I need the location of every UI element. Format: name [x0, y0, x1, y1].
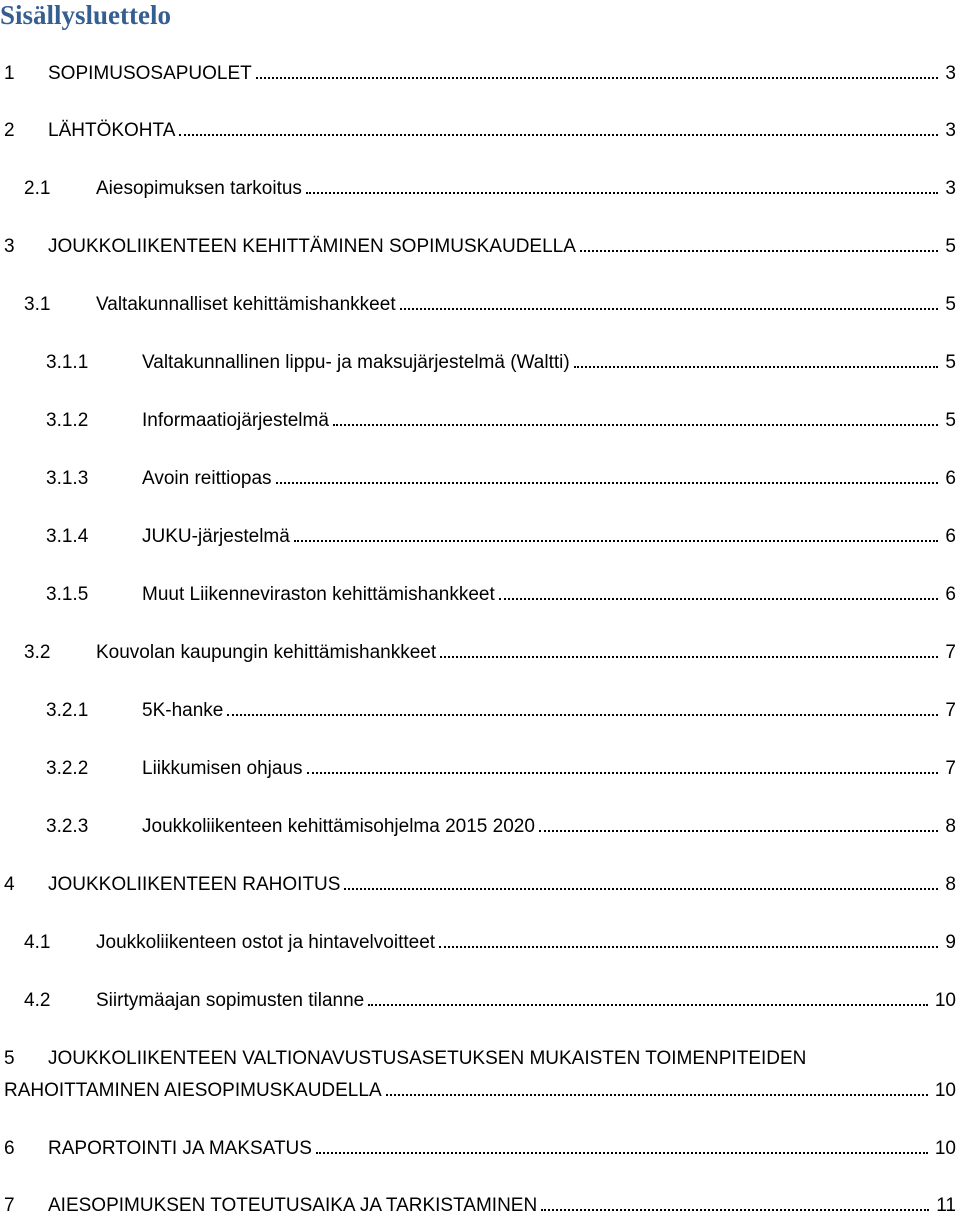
- toc-entry-number: 4.2: [24, 990, 51, 1011]
- toc-entry[interactable]: [0, 407, 960, 435]
- toc-entry-title: Muut Liikenneviraston kehittämishankkeet: [142, 584, 495, 605]
- toc-entry-title: Kouvolan kaupungin kehittämishankkeet: [96, 642, 437, 663]
- toc-entry-number: 4.1: [24, 932, 51, 953]
- toc-entry-number: 7: [4, 1195, 15, 1216]
- toc-entry-title: 5K-hanke: [142, 700, 224, 721]
- toc-entry[interactable]: [0, 639, 960, 667]
- toc-entry-page: 5: [942, 233, 956, 261]
- toc-entry-page: 9: [942, 929, 956, 957]
- toc-dot-leader: [344, 888, 938, 890]
- toc-entry[interactable]: [0, 233, 960, 261]
- toc-entry-page: 8: [942, 871, 956, 899]
- toc-entry-title: SOPIMUSOSAPUOLET: [48, 63, 252, 84]
- toc-entry[interactable]: [0, 697, 960, 725]
- toc-entry-title: JUKU-järjestelmä: [142, 526, 290, 547]
- toc-entry-number: 2: [4, 120, 15, 141]
- toc-entry-title: Informaatiojärjestelmä: [142, 410, 329, 431]
- toc-entry-number: 3.1.2: [46, 410, 89, 431]
- toc-entry-page: 10: [932, 987, 956, 1015]
- toc-entry[interactable]: [0, 871, 960, 899]
- toc-entry-page: 6: [942, 523, 956, 551]
- toc-dot-leader: [539, 830, 938, 832]
- toc-dot-leader: [333, 424, 938, 426]
- toc-entry-number: 3.2.1: [46, 700, 89, 721]
- toc-entry[interactable]: [0, 117, 960, 145]
- toc-dot-leader: [400, 308, 938, 310]
- toc-entry-title-continued: RAHOITTAMINEN AIESOPIMUSKAUDELLA: [4, 1080, 382, 1101]
- toc-entry-title: Avoin reittiopas: [142, 468, 272, 489]
- toc-entry-number: 3: [4, 236, 15, 257]
- toc-dot-leader: [440, 656, 938, 658]
- toc-dot-leader: [541, 1209, 929, 1211]
- toc-dot-leader: [306, 192, 938, 194]
- toc-entry-title: Liikkumisen ohjaus: [142, 758, 303, 779]
- toc-entry[interactable]: [0, 60, 960, 88]
- toc-entry-page: 5: [942, 407, 956, 435]
- toc-entry-page: 6: [942, 465, 956, 493]
- toc-entry[interactable]: [0, 755, 960, 783]
- toc-entry-page: 8: [942, 813, 956, 841]
- toc-entry[interactable]: [0, 349, 960, 377]
- toc-entry-title: Joukkoliikenteen kehittämisohjelma 2015 2020: [142, 816, 535, 837]
- toc-entry-page: 3: [942, 175, 956, 203]
- toc-entry-number: 3.1.3: [46, 468, 89, 489]
- toc-entry-title: Aiesopimuksen tarkoitus: [96, 178, 302, 199]
- toc-entry-number: 3.2.2: [46, 758, 89, 779]
- toc-entry[interactable]: [0, 987, 960, 1015]
- toc-entry-number: 4: [4, 874, 15, 895]
- toc-entry-page: 6: [942, 581, 956, 609]
- toc-entry-number: 2.1: [24, 178, 51, 199]
- toc-entry-page: 5: [942, 349, 956, 377]
- toc-dot-leader: [368, 1004, 928, 1006]
- toc-entry-page: 5: [942, 291, 956, 319]
- toc-dot-leader: [316, 1152, 928, 1154]
- toc-dot-leader: [179, 134, 938, 136]
- toc-entry-title: LÄHTÖKOHTA: [48, 120, 176, 141]
- toc-entry-title: Valtakunnalliset kehittämishankkeet: [96, 294, 396, 315]
- toc-dot-leader: [307, 772, 938, 774]
- toc-dot-leader: [580, 250, 938, 252]
- toc-entry-number: 3.1.4: [46, 526, 89, 547]
- toc-dot-leader: [276, 482, 938, 484]
- toc-entry-page: 10: [932, 1135, 956, 1163]
- toc-entry-number: 3.1.1: [46, 352, 89, 373]
- toc-entry[interactable]: [0, 523, 960, 551]
- toc-entry[interactable]: [0, 581, 960, 609]
- toc-entry-title: Siirtymäajan sopimusten tilanne: [96, 990, 365, 1011]
- toc-entry-page: 7: [942, 639, 956, 667]
- toc-entry-number: 3.1: [24, 294, 51, 315]
- toc-entry-page: 11: [933, 1192, 956, 1220]
- toc-dot-leader: [499, 598, 938, 600]
- toc-entry-title: AIESOPIMUKSEN TOTEUTUSAIKA JA TARKISTAMINEN: [48, 1195, 538, 1216]
- toc-entry[interactable]: [0, 1045, 960, 1105]
- toc-entry-number: 5: [4, 1048, 15, 1069]
- toc-dot-leader: [439, 946, 938, 948]
- toc-dot-leader: [574, 366, 938, 368]
- toc-entry[interactable]: [0, 813, 960, 841]
- toc-entry-title: Joukkoliikenteen ostot ja hintavelvoitteet: [96, 932, 436, 953]
- page-title: Sisällysluettelo: [0, 0, 172, 30]
- toc-entry-title: JOUKKOLIIKENTEEN RAHOITUS: [48, 874, 341, 895]
- toc-entry-number: 3.2.3: [46, 816, 89, 837]
- toc-entry-number: 3.1.5: [46, 584, 89, 605]
- toc-entry-page: 7: [942, 755, 956, 783]
- toc-dot-leader: [386, 1094, 928, 1096]
- toc-entry[interactable]: [0, 175, 960, 203]
- toc-entry-page: 10: [932, 1077, 956, 1105]
- toc-entry-title: JOUKKOLIIKENTEEN KEHITTÄMINEN SOPIMUSKAUDELLA: [48, 236, 576, 257]
- toc-dot-leader: [294, 540, 938, 542]
- toc-entry[interactable]: [0, 1135, 960, 1163]
- toc-dot-leader: [256, 77, 938, 79]
- toc-entry[interactable]: [0, 465, 960, 493]
- toc-entry-number: 6: [4, 1138, 15, 1159]
- toc-entry[interactable]: [0, 1192, 960, 1220]
- toc-entry-page: 7: [942, 697, 956, 725]
- toc-entry[interactable]: [0, 291, 960, 319]
- toc-entry-page: 3: [942, 117, 956, 145]
- toc-entry-number: 3.2: [24, 642, 51, 663]
- toc-entry-number: 1: [4, 63, 15, 84]
- toc-entry[interactable]: [0, 929, 960, 957]
- toc-entry-title: JOUKKOLIIKENTEEN VALTIONAVUSTUSASETUKSEN MUKAISTEN TOIMENPITEIDEN: [48, 1048, 807, 1069]
- toc-entry-title: Valtakunnallinen lippu- ja maksujärjestelmä (Waltti): [142, 352, 570, 373]
- toc-dot-leader: [227, 714, 938, 716]
- toc-entry-title: RAPORTOINTI JA MAKSATUS: [48, 1138, 312, 1159]
- toc-entry-page: 3: [942, 60, 956, 88]
